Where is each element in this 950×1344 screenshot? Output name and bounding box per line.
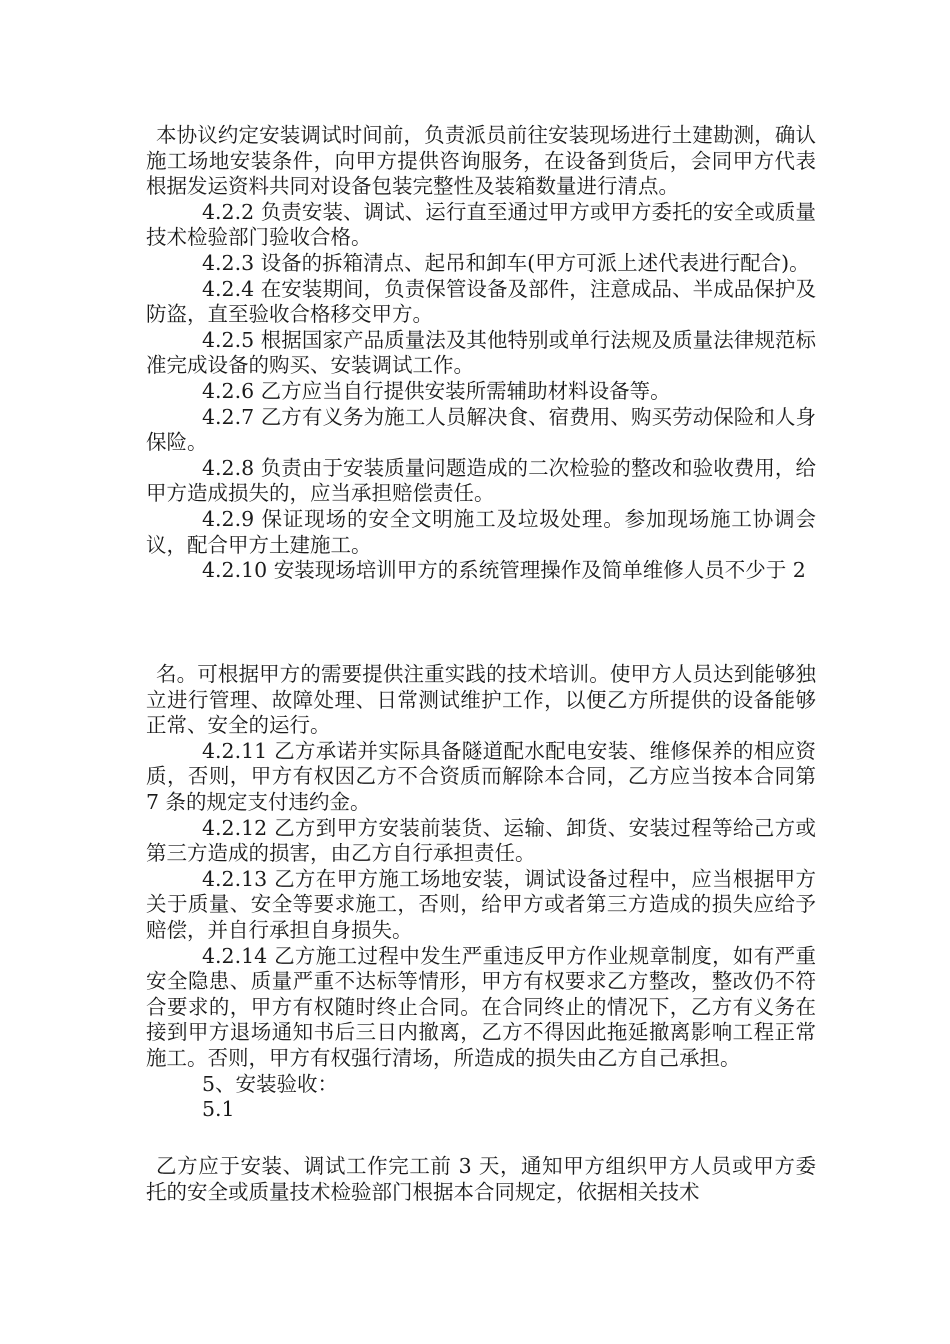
clause-4-2-12: 4.2.12 乙方到甲方安装前装货、运输、卸货、安装过程等给己方或第三方造成的损害，由乙方自行承担责任。 <box>146 815 816 866</box>
clause-4-2-11: 4.2.11 乙方承诺并实际具备隧道配水配电安装、维修保养的相应资质，否则，甲方有权因乙方不合资质而解除本合同，乙方应当按本合同第 7 条的规定支付违约金。 <box>146 738 816 814</box>
clause-4-2-4: 4.2.4 在安装期间，负责保管设备及部件，注意成品、半成品保护及防盗，直至验收合格移交甲方。 <box>146 276 816 327</box>
clause-4-2-3: 4.2.3 设备的拆箱清点、起吊和卸车(甲方可派上述代表进行配合)。 <box>202 250 810 275</box>
paragraph-survey-consulting: 本协议约定安装调试时间前，负责派员前往安装现场进行土建勘测，确认施工场地安装条件，向甲方提供咨询服务，在设备到货后，会同甲方代表根据发运资料共同对设备包装完整性及装箱数量进行清点。 <box>146 123 816 199</box>
section-5-heading: 5、安装验收： <box>202 1071 339 1096</box>
clause-4-2-5: 4.2.5 根据国家产品质量法及其他特别或单行法规及质量法律规范标准完成设备的购买、安装调试工作。 <box>146 327 816 378</box>
clause-4-2-2: 4.2.2 负责安装、调试、运行直至通过甲方或甲方委托的安全或质量技术检验部门验收合格。 <box>146 199 816 250</box>
contract-text-block-3 <box>146 1154 816 1205</box>
clause-4-2-13: 4.2.13 乙方在甲方施工场地安装，调试设备过程中，应当根据甲方关于质量、安全等要求施工，否则，给甲方或者第三方造成的损失应给予赔偿，并自行承担自身损失。 <box>146 866 816 942</box>
clause-4-2-7: 4.2.7 乙方有义务为施工人员解决食、宿费用、购买劳动保险和人身保险。 <box>146 404 816 455</box>
clause-4-2-10: 4.2.10 安装现场培训甲方的系统管理操作及简单维修人员不少于 2 <box>202 558 806 583</box>
contract-text-block-2 <box>146 662 816 1123</box>
paragraph-training-continuation: 名。可根据甲方的需要提供注重实践的技术培训。使甲方人员达到能够独立进行管理、故障处理、日常测试维护工作，以便乙方所提供的设备能够正常、安全的运行。 <box>146 662 816 738</box>
clause-5-1-text: 乙方应于安装、调试工作完工前 3 天，通知甲方组织甲方人员或甲方委托的安全或质量技术检验部门根据本合同规定，依据相关技术 <box>146 1154 816 1204</box>
clause-5-1-number: 5.1 <box>202 1097 235 1122</box>
contract-text-block-1 <box>146 123 816 584</box>
clause-4-2-14: 4.2.14 乙方施工过程中发生严重违反甲方作业规章制度，如有严重安全隐患、质量严重不达标等情形，甲方有权要求乙方整改，整改仍不符合要求的，甲方有权随时终止合同。在合同终止的情况下，乙方有义务在接到甲方退场通知书后三日内撤离，乙方不得因此拖延撤离影响工程正常施工。否则，甲方有权强行清场，所造成的损失由乙方自己承担。 <box>146 943 816 1070</box>
clause-4-2-6: 4.2.6 乙方应当自行提供安装所需辅助材料设备等。 <box>202 378 671 403</box>
clause-4-2-8: 4.2.8 负责由于安装质量问题造成的二次检验的整改和验收费用，给甲方造成损失的，应当承担赔偿责任。 <box>146 455 816 506</box>
clause-4-2-9: 4.2.9 保证现场的安全文明施工及垃圾处理。参加现场施工协调会议，配合甲方土建施工。 <box>146 506 816 557</box>
